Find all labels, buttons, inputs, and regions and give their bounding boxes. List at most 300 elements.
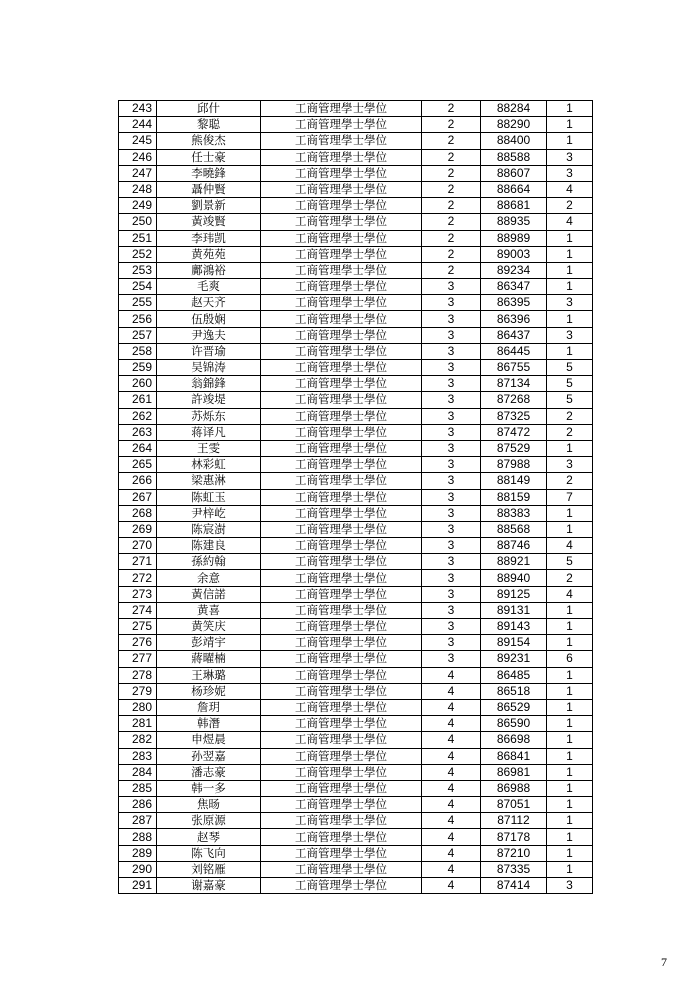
student-id: 87134 <box>481 376 547 392</box>
row-number: 271 <box>119 554 157 570</box>
study-year: 3 <box>422 392 481 408</box>
degree-name: 工商管理學士學位 <box>261 602 422 618</box>
study-year: 2 <box>422 165 481 181</box>
study-year: 3 <box>422 586 481 602</box>
degree-name: 工商管理學士學位 <box>261 343 422 359</box>
table-row <box>119 262 593 278</box>
student-id: 86529 <box>481 699 547 715</box>
row-number: 274 <box>119 602 157 618</box>
table-row <box>119 845 593 861</box>
student-name: 劉景新 <box>157 198 261 214</box>
study-year: 3 <box>422 424 481 440</box>
row-number: 256 <box>119 311 157 327</box>
student-name: 詹玥 <box>157 699 261 715</box>
table-row <box>119 165 593 181</box>
student-id: 86841 <box>481 748 547 764</box>
table-row <box>119 311 593 327</box>
study-year: 4 <box>422 813 481 829</box>
student-name: 李玮凯 <box>157 230 261 246</box>
row-number: 264 <box>119 440 157 456</box>
study-year: 3 <box>422 295 481 311</box>
degree-name: 工商管理學士學位 <box>261 764 422 780</box>
degree-name: 工商管理學士學位 <box>261 845 422 861</box>
row-number: 244 <box>119 117 157 133</box>
row-number: 246 <box>119 149 157 165</box>
student-id: 89125 <box>481 586 547 602</box>
row-number: 251 <box>119 230 157 246</box>
student-id: 88284 <box>481 101 547 117</box>
table-row <box>119 651 593 667</box>
table-row <box>119 295 593 311</box>
student-id: 87335 <box>481 861 547 877</box>
student-name: 蒋译凡 <box>157 424 261 440</box>
study-year: 3 <box>422 554 481 570</box>
student-name: 李曉鋒 <box>157 165 261 181</box>
student-name: 任士豪 <box>157 149 261 165</box>
table-row <box>119 424 593 440</box>
award-count: 5 <box>547 392 593 408</box>
award-count: 1 <box>547 262 593 278</box>
award-count: 1 <box>547 279 593 295</box>
student-id: 88664 <box>481 181 547 197</box>
row-number: 258 <box>119 343 157 359</box>
student-id: 89143 <box>481 619 547 635</box>
study-year: 3 <box>422 619 481 635</box>
student-id: 88149 <box>481 473 547 489</box>
row-number: 284 <box>119 764 157 780</box>
row-number: 288 <box>119 829 157 845</box>
student-name: 陈飞向 <box>157 845 261 861</box>
student-name: 翁錦鋒 <box>157 376 261 392</box>
study-year: 3 <box>422 457 481 473</box>
student-id: 87414 <box>481 878 547 894</box>
study-year: 4 <box>422 748 481 764</box>
table-row <box>119 149 593 165</box>
student-id: 88400 <box>481 133 547 149</box>
table-row <box>119 683 593 699</box>
degree-name: 工商管理學士學位 <box>261 327 422 343</box>
student-name: 谢嘉豪 <box>157 878 261 894</box>
study-year: 4 <box>422 764 481 780</box>
study-year: 3 <box>422 327 481 343</box>
degree-name: 工商管理學士學位 <box>261 748 422 764</box>
student-name: 王琳璐 <box>157 667 261 683</box>
row-number: 255 <box>119 295 157 311</box>
student-name: 韩潛 <box>157 716 261 732</box>
award-count: 1 <box>547 635 593 651</box>
degree-name: 工商管理學士學位 <box>261 699 422 715</box>
award-count: 3 <box>547 878 593 894</box>
award-count: 3 <box>547 149 593 165</box>
award-count: 1 <box>547 716 593 732</box>
degree-name: 工商管理學士學位 <box>261 165 422 181</box>
student-id: 88290 <box>481 117 547 133</box>
student-id: 86698 <box>481 732 547 748</box>
student-id: 86755 <box>481 360 547 376</box>
student-name: 黃竣賢 <box>157 214 261 230</box>
award-count: 1 <box>547 748 593 764</box>
award-count: 5 <box>547 360 593 376</box>
student-name: 梁惠淋 <box>157 473 261 489</box>
award-count: 4 <box>547 586 593 602</box>
table-row <box>119 619 593 635</box>
table-row <box>119 780 593 796</box>
row-number: 248 <box>119 181 157 197</box>
student-name: 黄笑庆 <box>157 619 261 635</box>
table-row <box>119 473 593 489</box>
degree-name: 工商管理學士學位 <box>261 262 422 278</box>
table-row <box>119 554 593 570</box>
degree-name: 工商管理學士學位 <box>261 457 422 473</box>
student-name: 尹逸夫 <box>157 327 261 343</box>
row-number: 252 <box>119 246 157 262</box>
table-row <box>119 878 593 894</box>
student-name: 苏烁东 <box>157 408 261 424</box>
student-name: 陈宸澍 <box>157 521 261 537</box>
award-count: 1 <box>547 683 593 699</box>
student-name: 毛爽 <box>157 279 261 295</box>
degree-name: 工商管理學士學位 <box>261 716 422 732</box>
award-count: 1 <box>547 117 593 133</box>
table-row <box>119 230 593 246</box>
study-year: 4 <box>422 829 481 845</box>
student-name: 彭靖宇 <box>157 635 261 651</box>
award-count: 1 <box>547 311 593 327</box>
award-count: 3 <box>547 327 593 343</box>
table-row <box>119 117 593 133</box>
award-count: 1 <box>547 861 593 877</box>
table-row <box>119 101 593 117</box>
row-number: 247 <box>119 165 157 181</box>
row-number: 289 <box>119 845 157 861</box>
degree-name: 工商管理學士學位 <box>261 214 422 230</box>
award-count: 3 <box>547 295 593 311</box>
award-count: 1 <box>547 732 593 748</box>
table-row <box>119 764 593 780</box>
degree-name: 工商管理學士學位 <box>261 570 422 586</box>
degree-name: 工商管理學士學位 <box>261 521 422 537</box>
row-number: 262 <box>119 408 157 424</box>
degree-name: 工商管理學士學位 <box>261 360 422 376</box>
award-count: 1 <box>547 505 593 521</box>
degree-name: 工商管理學士學位 <box>261 279 422 295</box>
row-number: 283 <box>119 748 157 764</box>
row-number: 282 <box>119 732 157 748</box>
degree-name: 工商管理學士學位 <box>261 101 422 117</box>
row-number: 290 <box>119 861 157 877</box>
row-number: 266 <box>119 473 157 489</box>
study-year: 3 <box>422 651 481 667</box>
student-id: 86981 <box>481 764 547 780</box>
degree-name: 工商管理學士學位 <box>261 619 422 635</box>
student-id: 87988 <box>481 457 547 473</box>
degree-name: 工商管理學士學位 <box>261 198 422 214</box>
student-id: 86445 <box>481 343 547 359</box>
student-id: 88935 <box>481 214 547 230</box>
student-id: 87112 <box>481 813 547 829</box>
degree-name: 工商管理學士學位 <box>261 554 422 570</box>
student-name: 赵天齐 <box>157 295 261 311</box>
award-count: 1 <box>547 667 593 683</box>
study-year: 2 <box>422 149 481 165</box>
award-count: 1 <box>547 699 593 715</box>
study-year: 2 <box>422 133 481 149</box>
row-number: 268 <box>119 505 157 521</box>
table-body <box>119 101 593 894</box>
award-count: 3 <box>547 457 593 473</box>
student-id: 87325 <box>481 408 547 424</box>
degree-name: 工商管理學士學位 <box>261 651 422 667</box>
study-year: 2 <box>422 117 481 133</box>
degree-name: 工商管理學士學位 <box>261 797 422 813</box>
student-id: 87268 <box>481 392 547 408</box>
study-year: 3 <box>422 505 481 521</box>
row-number: 257 <box>119 327 157 343</box>
study-year: 3 <box>422 440 481 456</box>
degree-name: 工商管理學士學位 <box>261 667 422 683</box>
student-name: 杨珍妮 <box>157 683 261 699</box>
study-year: 3 <box>422 311 481 327</box>
student-name: 孫約翰 <box>157 554 261 570</box>
student-id: 86347 <box>481 279 547 295</box>
award-count: 1 <box>547 133 593 149</box>
student-id: 87529 <box>481 440 547 456</box>
row-number: 249 <box>119 198 157 214</box>
study-year: 3 <box>422 635 481 651</box>
student-name: 刘铭雁 <box>157 861 261 877</box>
degree-name: 工商管理學士學位 <box>261 635 422 651</box>
student-id: 88940 <box>481 570 547 586</box>
table-row <box>119 602 593 618</box>
row-number: 245 <box>119 133 157 149</box>
table-row <box>119 505 593 521</box>
row-number: 281 <box>119 716 157 732</box>
study-year: 2 <box>422 246 481 262</box>
row-number: 261 <box>119 392 157 408</box>
degree-name: 工商管理學士學位 <box>261 246 422 262</box>
study-year: 4 <box>422 797 481 813</box>
student-name: 黎聪 <box>157 117 261 133</box>
study-year: 2 <box>422 230 481 246</box>
degree-name: 工商管理學士學位 <box>261 295 422 311</box>
student-name: 陈建良 <box>157 538 261 554</box>
student-name: 黄喜 <box>157 602 261 618</box>
student-name: 林彩虹 <box>157 457 261 473</box>
award-count: 1 <box>547 602 593 618</box>
student-name: 黃信諾 <box>157 586 261 602</box>
student-name: 黄苑苑 <box>157 246 261 262</box>
student-id: 88159 <box>481 489 547 505</box>
study-year: 4 <box>422 861 481 877</box>
award-count: 2 <box>547 424 593 440</box>
award-count: 1 <box>547 343 593 359</box>
student-name: 王雯 <box>157 440 261 456</box>
study-year: 2 <box>422 214 481 230</box>
table-row <box>119 570 593 586</box>
student-name: 伍殷娴 <box>157 311 261 327</box>
degree-name: 工商管理學士學位 <box>261 683 422 699</box>
award-count: 4 <box>547 181 593 197</box>
award-count: 1 <box>547 521 593 537</box>
student-id: 88681 <box>481 198 547 214</box>
award-count: 2 <box>547 570 593 586</box>
study-year: 3 <box>422 570 481 586</box>
row-number: 291 <box>119 878 157 894</box>
award-count: 6 <box>547 651 593 667</box>
row-number: 280 <box>119 699 157 715</box>
award-count: 1 <box>547 101 593 117</box>
table-row <box>119 538 593 554</box>
row-number: 279 <box>119 683 157 699</box>
study-year: 3 <box>422 602 481 618</box>
award-count: 1 <box>547 797 593 813</box>
student-id: 89131 <box>481 602 547 618</box>
degree-name: 工商管理學士學位 <box>261 311 422 327</box>
study-year: 4 <box>422 716 481 732</box>
study-year: 3 <box>422 489 481 505</box>
study-year: 2 <box>422 181 481 197</box>
row-number: 278 <box>119 667 157 683</box>
degree-name: 工商管理學士學位 <box>261 861 422 877</box>
study-year: 3 <box>422 538 481 554</box>
student-id: 86988 <box>481 780 547 796</box>
table-row <box>119 489 593 505</box>
degree-name: 工商管理學士學位 <box>261 117 422 133</box>
degree-name: 工商管理學士學位 <box>261 780 422 796</box>
row-number: 286 <box>119 797 157 813</box>
study-year: 3 <box>422 279 481 295</box>
student-name: 鄺鴻裕 <box>157 262 261 278</box>
study-year: 4 <box>422 699 481 715</box>
degree-name: 工商管理學士學位 <box>261 376 422 392</box>
table-row <box>119 716 593 732</box>
degree-name: 工商管理學士學位 <box>261 538 422 554</box>
table-row <box>119 797 593 813</box>
study-year: 4 <box>422 878 481 894</box>
row-number: 285 <box>119 780 157 796</box>
table-row <box>119 246 593 262</box>
degree-name: 工商管理學士學位 <box>261 392 422 408</box>
row-number: 273 <box>119 586 157 602</box>
student-id: 87210 <box>481 845 547 861</box>
award-count: 2 <box>547 408 593 424</box>
student-id: 86518 <box>481 683 547 699</box>
study-year: 3 <box>422 360 481 376</box>
student-id: 88921 <box>481 554 547 570</box>
student-id: 89154 <box>481 635 547 651</box>
award-count: 1 <box>547 845 593 861</box>
student-name: 许晋瑜 <box>157 343 261 359</box>
degree-name: 工商管理學士學位 <box>261 732 422 748</box>
table-row <box>119 181 593 197</box>
degree-name: 工商管理學士學位 <box>261 505 422 521</box>
student-name: 张原源 <box>157 813 261 829</box>
student-id: 88588 <box>481 149 547 165</box>
table-row <box>119 376 593 392</box>
award-count: 2 <box>547 198 593 214</box>
study-year: 2 <box>422 101 481 117</box>
degree-name: 工商管理學士學位 <box>261 586 422 602</box>
student-name: 孙翌嘉 <box>157 748 261 764</box>
student-name: 熊俊杰 <box>157 133 261 149</box>
table-row <box>119 861 593 877</box>
student-id: 88568 <box>481 521 547 537</box>
student-id: 86396 <box>481 311 547 327</box>
degree-name: 工商管理學士學位 <box>261 149 422 165</box>
table-row <box>119 392 593 408</box>
student-id: 88607 <box>481 165 547 181</box>
table-row <box>119 699 593 715</box>
student-id: 88989 <box>481 230 547 246</box>
table-row <box>119 440 593 456</box>
row-number: 287 <box>119 813 157 829</box>
student-id: 87178 <box>481 829 547 845</box>
study-year: 4 <box>422 845 481 861</box>
row-number: 260 <box>119 376 157 392</box>
degree-name: 工商管理學士學位 <box>261 813 422 829</box>
student-id: 88383 <box>481 505 547 521</box>
degree-name: 工商管理學士學位 <box>261 473 422 489</box>
award-count: 1 <box>547 440 593 456</box>
row-number: 276 <box>119 635 157 651</box>
table-row <box>119 327 593 343</box>
row-number: 250 <box>119 214 157 230</box>
degree-name: 工商管理學士學位 <box>261 440 422 456</box>
table-row <box>119 360 593 376</box>
award-list-table <box>118 100 593 894</box>
student-id: 86437 <box>481 327 547 343</box>
student-name: 韩一多 <box>157 780 261 796</box>
student-name: 許竣堤 <box>157 392 261 408</box>
degree-name: 工商管理學士學位 <box>261 230 422 246</box>
table-row <box>119 198 593 214</box>
table-row <box>119 732 593 748</box>
row-number: 275 <box>119 619 157 635</box>
row-number: 267 <box>119 489 157 505</box>
award-count: 1 <box>547 813 593 829</box>
student-name: 吴锦涛 <box>157 360 261 376</box>
study-year: 4 <box>422 780 481 796</box>
study-year: 4 <box>422 667 481 683</box>
table-row <box>119 133 593 149</box>
award-count: 7 <box>547 489 593 505</box>
row-number: 277 <box>119 651 157 667</box>
student-id: 86485 <box>481 667 547 683</box>
table-row <box>119 279 593 295</box>
degree-name: 工商管理學士學位 <box>261 424 422 440</box>
table-row <box>119 457 593 473</box>
study-year: 3 <box>422 343 481 359</box>
award-count: 1 <box>547 230 593 246</box>
student-name: 邱什 <box>157 101 261 117</box>
study-year: 2 <box>422 198 481 214</box>
row-number: 254 <box>119 279 157 295</box>
row-number: 269 <box>119 521 157 537</box>
table-row <box>119 343 593 359</box>
student-name: 余意 <box>157 570 261 586</box>
study-year: 4 <box>422 732 481 748</box>
student-id: 89231 <box>481 651 547 667</box>
student-id: 88746 <box>481 538 547 554</box>
table-row <box>119 635 593 651</box>
award-count: 4 <box>547 214 593 230</box>
table-row <box>119 667 593 683</box>
student-name: 申煜晨 <box>157 732 261 748</box>
student-name: 赵琴 <box>157 829 261 845</box>
student-id: 87472 <box>481 424 547 440</box>
row-number: 253 <box>119 262 157 278</box>
table-row <box>119 214 593 230</box>
